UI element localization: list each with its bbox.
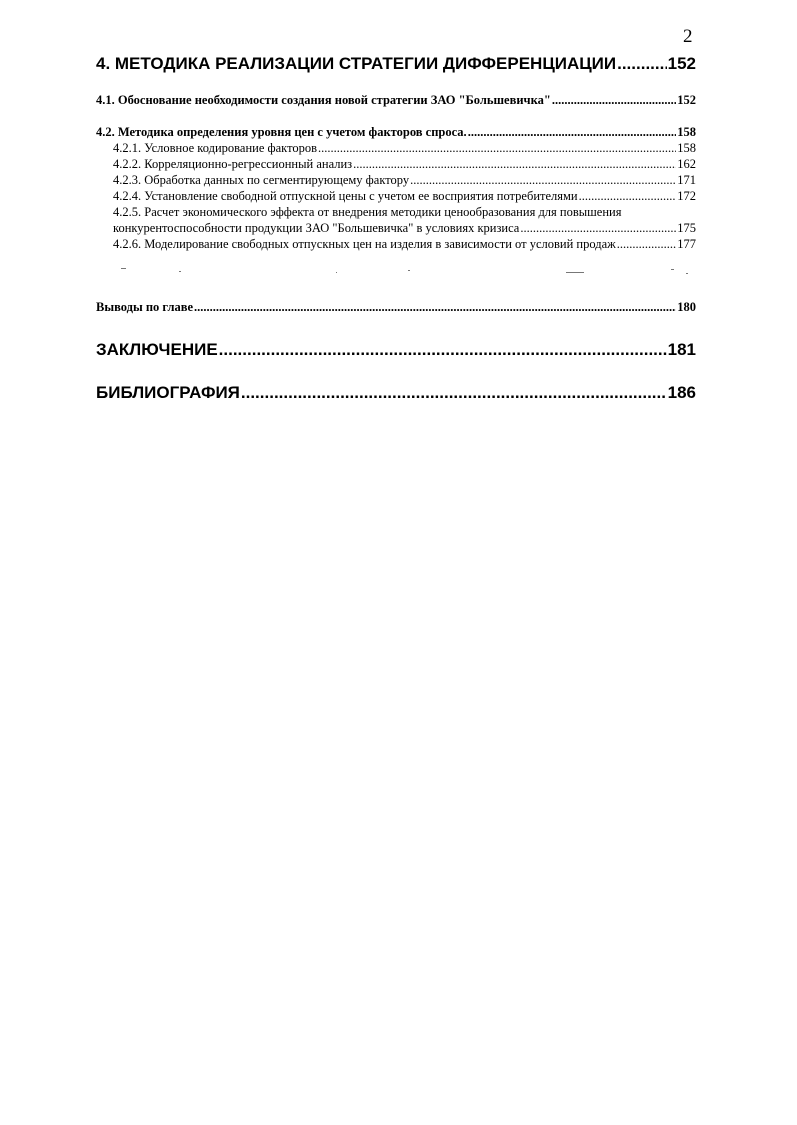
- toc-entry-section-4-2[interactable]: [96, 125, 696, 140]
- toc-entry-4-2-5-line1[interactable]: 4.2.5. Расчет экономического эффекта от внедрения методики ценообразования для повышения: [113, 205, 622, 219]
- dot-leader: [617, 237, 676, 252]
- toc-entry-page: 162: [677, 157, 696, 171]
- dot-leader: [318, 141, 676, 156]
- dot-leader: [241, 383, 667, 403]
- toc-entry-label: 4.1. Обоснование необходимости создания новой стратегии ЗАО "Большевичка": [96, 93, 551, 107]
- toc-entry-label: ЗАКЛЮЧЕНИЕ: [96, 340, 218, 359]
- toc-entry-4-2-4[interactable]: [113, 189, 696, 204]
- scan-artifact: [96, 268, 696, 274]
- toc-entry-section-4-1[interactable]: [96, 93, 696, 108]
- toc-entry-4-2-5[interactable]: [113, 221, 696, 236]
- page-number: 2: [683, 26, 693, 47]
- toc-entry-4-2-1[interactable]: [113, 141, 696, 156]
- toc-entry-page: 175: [677, 221, 696, 235]
- toc-entry-4-2-6[interactable]: [113, 237, 696, 252]
- dot-leader: [194, 300, 676, 315]
- toc-entry-page: 158: [677, 125, 696, 139]
- toc-entry-page: 152: [667, 54, 696, 73]
- toc-entry-label: 4.2.2. Корреляционно-регрессионный анализ: [113, 157, 353, 171]
- toc-entry-label: 4.2.4. Установление свободной отпускной цены с учетом ее восприятия потребителями: [113, 189, 578, 203]
- toc-entry-label: 4.2.3. Обработка данных по сегментирующему фактору: [113, 173, 410, 187]
- dot-leader: [520, 221, 676, 236]
- toc-entry-page: 180: [677, 300, 696, 314]
- toc-entry-label: конкурентоспособности продукции ЗАО "Большевичка" в условиях кризиса: [113, 221, 520, 235]
- toc-entry-page: 158: [677, 141, 696, 155]
- toc-entry-zaklyuchenie[interactable]: [96, 340, 696, 360]
- toc-entry-chapter-4[interactable]: [96, 54, 696, 74]
- toc-entry-bibliography[interactable]: [96, 383, 696, 403]
- dot-leader: [617, 54, 667, 74]
- dot-leader: [552, 93, 676, 108]
- dot-leader: [219, 340, 667, 360]
- toc-entry-conclusions[interactable]: [96, 300, 696, 315]
- toc-entry-label: 4.2. Методика определения уровня цен с учетом факторов спроса.: [96, 125, 467, 139]
- toc-entry-page: 172: [677, 189, 696, 203]
- dot-leader: [410, 173, 676, 188]
- toc-entry-label: 4.2.1. Условное кодирование факторов: [113, 141, 318, 155]
- toc-entry-label: БИБЛИОГРАФИЯ: [96, 383, 240, 402]
- toc-entry-label: 4. МЕТОДИКА РЕАЛИЗАЦИИ СТРАТЕГИИ ДИФФЕРЕНЦИАЦИИ: [96, 54, 617, 73]
- toc-entry-page: 181: [667, 340, 696, 359]
- toc-entry-4-2-2[interactable]: [113, 157, 696, 172]
- toc-entry-page: 171: [677, 173, 696, 187]
- dot-leader: [468, 125, 677, 140]
- toc-entry-4-2-3[interactable]: [113, 173, 696, 188]
- toc-entry-page: 186: [667, 383, 696, 402]
- toc-entry-page: 152: [677, 93, 696, 107]
- dot-leader: [579, 189, 677, 204]
- dot-leader: [353, 157, 676, 172]
- toc-entry-page: 177: [677, 237, 696, 251]
- toc-entry-label: Выводы по главе: [96, 300, 194, 314]
- toc-entry-label: 4.2.6. Моделирование свободных отпускных цен на изделия в зависимости от условий продаж: [113, 237, 616, 251]
